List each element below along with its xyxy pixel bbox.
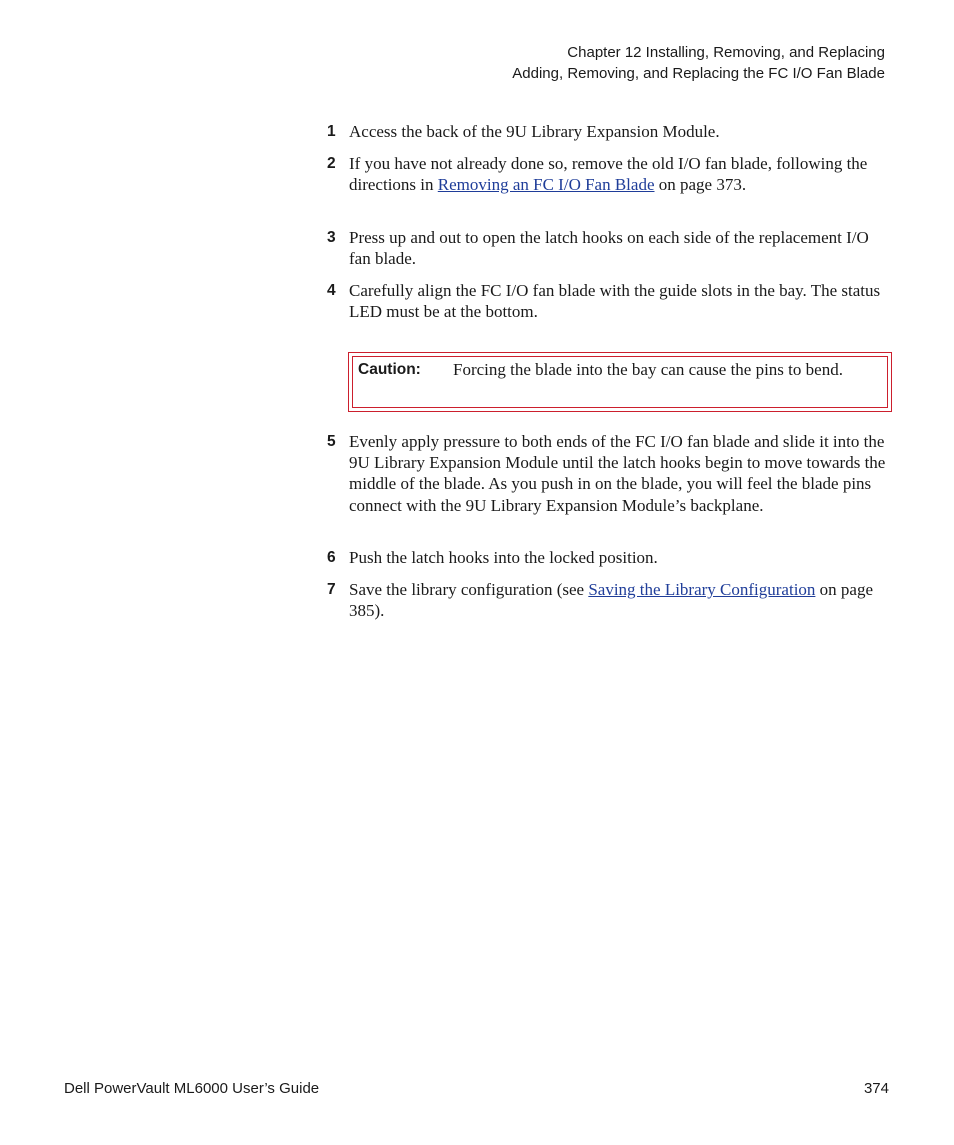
step-number: 1 [327,123,336,140]
step-number: 2 [327,155,336,172]
page-number: 374 [863,1080,889,1097]
step-text: Access the back of the 9U Library Expansion Module. [349,122,720,141]
step-number: 7 [327,581,336,598]
removing-fan-blade-link[interactable]: Removing an FC I/O Fan Blade [437,175,655,195]
step-text-part: If you have not already done so, remove the old I/O fan blade, following the directions in [349,154,868,195]
step-number: 6 [327,549,336,566]
footer-title: Dell PowerVault ML6000 User’s Guide [64,1080,320,1097]
step-number: 5 [327,433,336,450]
caution-box [348,352,892,412]
step-text [349,153,889,195]
step-number: 3 [327,229,336,246]
saving-library-configuration-link[interactable]: Saving the Library Configuration [588,580,816,599]
page-header [512,42,885,84]
step-text-part: on page 373. [654,175,747,195]
chapter-title: Chapter 12 Installing, Removing, and Replacing [567,44,885,61]
step-text: Push the latch hooks into the locked position. [349,548,658,567]
step-text-part: on page 385). [349,580,874,621]
caution-label: Caution: [358,361,421,378]
caution-text: Forcing the blade into the bay can cause the pins to bend. [453,360,843,379]
step-text: Press up and out to open the latch hooks on each side of the replacement I/O fan blade. [349,228,869,269]
step-text [349,579,889,621]
step-text: Carefully align the FC I/O fan blade with the guide slots in the bay. The status LED must be at the bottom. [349,281,881,322]
section-title: Adding, Removing, and Replacing the FC I/O Fan Blade [512,65,885,82]
step-text-part: Save the library configuration (see [349,580,589,599]
step-text: Evenly apply pressure to both ends of the FC I/O fan blade and slide it into the 9U Library Expansion Module until the latch hooks begin to move towards the middle of the blade. As you push in on the blade, you will feel the blade pins connect with the 9U Library Expansion Module’s backplane. [349,432,886,515]
step-number: 4 [327,282,336,299]
